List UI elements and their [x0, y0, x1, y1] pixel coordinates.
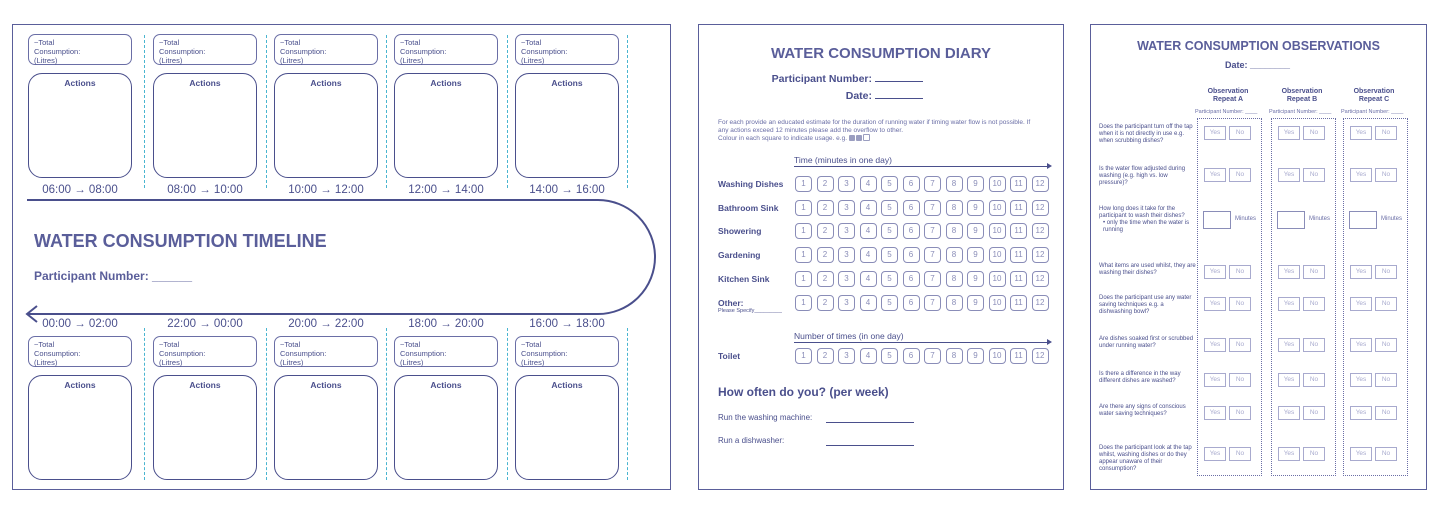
usage-square[interactable]: 11	[1010, 200, 1027, 216]
activity-name: Showering	[718, 226, 762, 236]
usage-square[interactable]: 2	[817, 295, 834, 311]
usage-square[interactable]: 11	[1010, 247, 1027, 263]
usage-square[interactable]: 4	[860, 295, 877, 311]
total-label-line: Consumption:	[159, 349, 206, 358]
actions-label: Actions	[430, 78, 462, 88]
actions-box[interactable]	[394, 375, 498, 480]
total-label-line: ~Total	[280, 38, 301, 47]
usage-square[interactable]: 9	[967, 295, 984, 311]
usage-square[interactable]: 7	[924, 176, 941, 192]
usage-square[interactable]: 12	[1032, 271, 1049, 287]
usage-square[interactable]: 1	[795, 176, 812, 192]
question-text: Does the participant turn off the tap when it is not directly in use e.g. when scrubbing dishes?	[1099, 124, 1193, 144]
activity-label	[718, 179, 783, 189]
actions-label: Actions	[551, 380, 583, 390]
usage-square[interactable]: 8	[946, 271, 963, 287]
washing-machine-answer[interactable]	[826, 422, 914, 423]
total-label-line: Consumption:	[34, 349, 81, 358]
usage-square[interactable]: 7	[924, 200, 941, 216]
yes-box[interactable]: Yes	[1350, 338, 1372, 352]
yes-box[interactable]: Yes	[1204, 447, 1226, 461]
usage-square[interactable]: 11	[1010, 295, 1027, 311]
usage-square[interactable]: 10	[989, 200, 1006, 216]
usage-square[interactable]: 7	[924, 223, 941, 239]
total-label-line: Consumption:	[280, 47, 327, 56]
question-text: Are dishes soaked first or scrubbed under running water?	[1099, 336, 1194, 349]
usage-square[interactable]: 12	[1032, 295, 1049, 311]
participant-number-small[interactable]: Participant Number: ____	[1269, 109, 1332, 115]
usage-square[interactable]: 8	[946, 223, 963, 239]
empty-square-icon	[863, 134, 870, 141]
total-label-line: Consumption:	[521, 349, 568, 358]
total-label-line: Consumption:	[521, 47, 568, 56]
repeat-header-line2: Repeat C	[1358, 96, 1390, 103]
total-label-line: (Litres)	[521, 358, 545, 367]
usage-square[interactable]: 7	[924, 295, 941, 311]
observation-question	[1099, 166, 1197, 187]
actions-box[interactable]	[153, 73, 257, 178]
yes-box[interactable]: Yes	[1204, 406, 1226, 420]
diary-participant-blank[interactable]	[875, 72, 923, 82]
total-label-line: Consumption:	[34, 47, 81, 56]
no-box[interactable]: No	[1303, 265, 1325, 279]
usage-square[interactable]: 9	[967, 176, 984, 192]
usage-square[interactable]: 5	[881, 295, 898, 311]
actions-box[interactable]	[515, 73, 619, 178]
slot-divider	[144, 328, 145, 480]
actions-box[interactable]	[515, 375, 619, 480]
yes-box[interactable]: Yes	[1278, 126, 1300, 140]
total-label-line: (Litres)	[400, 56, 424, 65]
usage-square[interactable]: 4	[860, 223, 877, 239]
usage-square[interactable]: 10	[989, 223, 1006, 239]
other-specify-note: Please Specify_________	[718, 308, 782, 314]
yes-box[interactable]: Yes	[1278, 265, 1300, 279]
total-label-line: ~Total	[159, 38, 180, 47]
usage-square[interactable]: 6	[903, 295, 920, 311]
time-slot-label: 18:00 → 20:00	[408, 318, 484, 330]
usage-square[interactable]: 2	[817, 176, 834, 192]
no-box[interactable]: No	[1229, 297, 1251, 311]
yes-box[interactable]: Yes	[1278, 373, 1300, 387]
usage-square[interactable]: 2	[817, 223, 834, 239]
no-box[interactable]: No	[1229, 338, 1251, 352]
diary-date	[846, 89, 923, 102]
total-label-line: ~Total	[159, 340, 180, 349]
actions-label: Actions	[189, 380, 221, 390]
slot-divider	[627, 328, 628, 480]
no-box[interactable]: No	[1303, 447, 1325, 461]
usage-square[interactable]: 9	[967, 223, 984, 239]
activity-label	[718, 250, 761, 260]
usage-square[interactable]: 10	[989, 176, 1006, 192]
usage-square[interactable]: 6	[903, 223, 920, 239]
actions-box[interactable]	[28, 73, 132, 178]
yes-box[interactable]: Yes	[1204, 168, 1226, 182]
timeline-participant-number: Participant Number: ______	[34, 269, 193, 283]
time-slot-label: 10:00 → 12:00	[288, 184, 364, 196]
yes-box[interactable]: Yes	[1350, 265, 1372, 279]
usage-square[interactable]: 1	[795, 271, 812, 287]
yes-box[interactable]: Yes	[1350, 406, 1372, 420]
activity-name: Other:	[718, 298, 744, 308]
time-slot-label: 14:00 → 16:00	[529, 184, 605, 196]
usage-square[interactable]: 3	[838, 348, 855, 364]
minutes-label: Minutes	[1235, 216, 1257, 222]
diary-sheet	[698, 24, 1064, 490]
total-consumption-box[interactable]	[274, 336, 378, 367]
total-label-line: (Litres)	[34, 56, 58, 65]
activity-label	[718, 203, 778, 213]
minutes-label: Minutes	[1309, 216, 1331, 222]
actions-box[interactable]	[28, 375, 132, 480]
usage-square[interactable]: 7	[924, 271, 941, 287]
no-box[interactable]: No	[1229, 265, 1251, 279]
slot-divider	[507, 328, 508, 480]
usage-square[interactable]: 9	[967, 247, 984, 263]
usage-square[interactable]: 6	[903, 247, 920, 263]
usage-square[interactable]: 11	[1010, 176, 1027, 192]
time-axis: Time (minutes in one day)	[794, 155, 1050, 167]
total-label-line: ~Total	[34, 340, 55, 349]
actions-label: Actions	[551, 78, 583, 88]
activity-label	[718, 226, 761, 236]
yes-box[interactable]: Yes	[1204, 297, 1226, 311]
no-box[interactable]: No	[1303, 373, 1325, 387]
usage-square[interactable]: 1	[795, 223, 812, 239]
slot-divider	[144, 35, 145, 188]
no-box[interactable]: No	[1375, 126, 1397, 140]
yes-box[interactable]: Yes	[1204, 373, 1226, 387]
yes-box[interactable]: Yes	[1350, 126, 1372, 140]
yes-box[interactable]: Yes	[1204, 265, 1226, 279]
total-consumption-box[interactable]	[153, 34, 257, 65]
time-slot-label: 12:00 → 14:00	[408, 184, 484, 196]
usage-square[interactable]: 8	[946, 200, 963, 216]
no-box[interactable]: No	[1229, 126, 1251, 140]
total-label-line: ~Total	[521, 38, 542, 47]
total-label-line: Consumption:	[159, 47, 206, 56]
actions-label: Actions	[430, 380, 462, 390]
usage-square[interactable]: 6	[903, 348, 920, 364]
usage-square[interactable]: 12	[1032, 200, 1049, 216]
filled-square-icon	[849, 135, 855, 141]
count-axis: Number of times (in one day)	[794, 331, 1050, 343]
usage-square[interactable]: 12	[1032, 223, 1049, 239]
no-box[interactable]: No	[1375, 265, 1397, 279]
no-box[interactable]: No	[1303, 338, 1325, 352]
actions-box[interactable]	[394, 73, 498, 178]
activity-label	[718, 298, 782, 314]
time-slot-label: 06:00 → 08:00	[42, 184, 118, 196]
total-label-line: Consumption:	[280, 349, 327, 358]
yes-box[interactable]: Yes	[1350, 447, 1372, 461]
repeat-header-line2: Repeat A	[1212, 96, 1244, 103]
usage-square[interactable]: 1	[795, 348, 812, 364]
observation-question	[1099, 206, 1197, 234]
repeat-header	[1267, 88, 1337, 104]
activity-name: Gardening	[718, 250, 761, 260]
usage-square[interactable]: 5	[881, 223, 898, 239]
no-box[interactable]: No	[1375, 447, 1397, 461]
usage-square[interactable]: 2	[817, 271, 834, 287]
usage-square[interactable]: 2	[817, 200, 834, 216]
total-consumption-box[interactable]	[515, 34, 619, 65]
usage-square[interactable]: 4	[860, 200, 877, 216]
no-box[interactable]: No	[1303, 297, 1325, 311]
time-slot-label: 20:00 → 22:00	[288, 318, 364, 330]
usage-square[interactable]: 3	[838, 247, 855, 263]
repeat-header-line1: Observation	[1207, 88, 1249, 95]
usage-square[interactable]: 5	[881, 348, 898, 364]
repeat-header-line1: Observation	[1281, 88, 1323, 95]
usage-square[interactable]: 9	[967, 348, 984, 364]
slot-divider	[507, 35, 508, 188]
total-label-line: (Litres)	[400, 358, 424, 367]
usage-square[interactable]: 8	[946, 247, 963, 263]
total-label-line: (Litres)	[159, 358, 183, 367]
dishwasher-answer[interactable]	[826, 445, 914, 446]
activity-name: Kitchen Sink	[718, 274, 770, 284]
actions-label: Actions	[189, 78, 221, 88]
slot-divider	[266, 35, 267, 188]
question-text: What items are used whilst, they are washing their dishes?	[1099, 263, 1196, 276]
total-consumption-box[interactable]	[515, 336, 619, 367]
no-box[interactable]: No	[1303, 406, 1325, 420]
yes-box[interactable]: Yes	[1350, 297, 1372, 311]
diary-date-label: Date:	[845, 90, 872, 102]
usage-square[interactable]: 7	[924, 348, 941, 364]
no-box[interactable]: No	[1303, 126, 1325, 140]
total-label-line: (Litres)	[280, 358, 304, 367]
usage-square[interactable]: 9	[967, 200, 984, 216]
total-label-line: ~Total	[400, 38, 421, 47]
dishwasher-question: Run a dishwasher:	[718, 436, 785, 445]
time-slot-label: 22:00 → 00:00	[167, 318, 243, 330]
repeat-header	[1193, 88, 1263, 104]
usage-square[interactable]: 12	[1032, 176, 1049, 192]
time-slot-label: 00:00 → 02:00	[42, 318, 118, 330]
actions-label: Actions	[310, 380, 342, 390]
total-label-line: Consumption:	[400, 47, 447, 56]
repeat-header-line2: Repeat B	[1286, 96, 1318, 103]
weekly-heading: How often do you? (per week)	[718, 385, 889, 399]
activity-name: Bathroom Sink	[718, 203, 779, 213]
usage-square[interactable]: 11	[1010, 348, 1027, 364]
usage-square[interactable]: 4	[860, 176, 877, 192]
usage-square[interactable]: 3	[838, 200, 855, 216]
time-slot-label: 08:00 → 10:00	[167, 184, 243, 196]
usage-square[interactable]: 3	[838, 223, 855, 239]
total-consumption-box[interactable]	[394, 336, 498, 367]
usage-square[interactable]: 2	[817, 348, 834, 364]
question-text: Does the participant look at the tap whilst, washing dishes or do they appear unaware of their consumption?	[1099, 445, 1192, 472]
actions-label: Actions	[64, 78, 96, 88]
usage-square[interactable]: 2	[817, 247, 834, 263]
observations-sheet	[1090, 24, 1427, 490]
usage-square[interactable]: 3	[838, 295, 855, 311]
usage-square[interactable]: 12	[1032, 247, 1049, 263]
no-box[interactable]: No	[1229, 373, 1251, 387]
usage-square[interactable]: 6	[903, 200, 920, 216]
activity-label	[718, 274, 769, 284]
no-box[interactable]: No	[1229, 447, 1251, 461]
observation-question	[1099, 371, 1197, 385]
diary-instructions	[718, 119, 1048, 143]
observation-question	[1099, 336, 1197, 350]
usage-square[interactable]: 8	[946, 295, 963, 311]
usage-square[interactable]: 10	[989, 295, 1006, 311]
usage-square[interactable]: 3	[838, 271, 855, 287]
usage-square[interactable]: 4	[860, 271, 877, 287]
total-label-line: ~Total	[280, 340, 301, 349]
timeline-sheet	[12, 24, 671, 490]
usage-square[interactable]: 10	[989, 271, 1006, 287]
question-text: Is there a difference in the way different dishes are washed?	[1099, 371, 1181, 384]
question-text: How long does it take for the participant to wash their dishes?	[1099, 206, 1185, 219]
toilet-label: Toilet	[718, 351, 741, 361]
usage-square[interactable]: 5	[881, 271, 898, 287]
usage-square[interactable]: 6	[903, 176, 920, 192]
minutes-label: Minutes	[1381, 216, 1403, 222]
observation-question	[1099, 404, 1197, 418]
timeline-title: WATER CONSUMPTION TIMELINE	[34, 231, 327, 251]
minutes-input[interactable]	[1277, 211, 1305, 229]
actions-label: Actions	[64, 380, 96, 390]
usage-square[interactable]: 5	[881, 200, 898, 216]
usage-square[interactable]: 8	[946, 348, 963, 364]
total-label-line: ~Total	[400, 340, 421, 349]
usage-square[interactable]: 10	[989, 348, 1006, 364]
usage-square[interactable]: 12	[1032, 348, 1049, 364]
observation-question	[1099, 124, 1197, 145]
question-note: • only the time when the water is running	[1103, 220, 1190, 233]
yes-box[interactable]: Yes	[1204, 338, 1226, 352]
total-consumption-box[interactable]	[28, 336, 132, 367]
total-label-line: (Litres)	[159, 56, 183, 65]
no-box[interactable]: No	[1229, 168, 1251, 182]
total-consumption-box[interactable]	[28, 34, 132, 65]
total-label-line: ~Total	[521, 340, 542, 349]
diary-title: WATER CONSUMPTION DIARY	[771, 45, 991, 62]
usage-square[interactable]: 10	[989, 247, 1006, 263]
participant-number-small[interactable]: Participant Number: ____	[1341, 109, 1404, 115]
instruction-text: Colour in each square to indicate usage. e.g.	[718, 135, 848, 142]
total-label-line: (Litres)	[34, 358, 58, 367]
yes-box[interactable]: Yes	[1278, 168, 1300, 182]
yes-box[interactable]: Yes	[1278, 338, 1300, 352]
total-label-line: (Litres)	[521, 56, 545, 65]
observations-title: WATER CONSUMPTION OBSERVATIONS	[1137, 39, 1380, 53]
actions-label: Actions	[310, 78, 342, 88]
total-consumption-box[interactable]	[274, 34, 378, 65]
instruction-line	[718, 134, 1048, 143]
total-label-line: Consumption:	[400, 349, 447, 358]
diary-participant-label: Participant Number:	[771, 73, 872, 85]
no-box[interactable]: No	[1375, 168, 1397, 182]
total-consumption-box[interactable]	[394, 34, 498, 65]
no-box[interactable]: No	[1375, 338, 1397, 352]
usage-square[interactable]: 9	[967, 271, 984, 287]
minutes-input[interactable]	[1349, 211, 1377, 229]
actions-box[interactable]	[274, 375, 378, 480]
no-box[interactable]: No	[1229, 406, 1251, 420]
washing-machine-question: Run the washing machine:	[718, 413, 813, 422]
usage-square[interactable]: 5	[881, 176, 898, 192]
diary-date-blank[interactable]	[875, 89, 923, 99]
usage-square[interactable]: 1	[795, 200, 812, 216]
slot-divider	[386, 35, 387, 188]
usage-square[interactable]: 7	[924, 247, 941, 263]
observations-date: Date: ________	[1225, 60, 1291, 70]
yes-box[interactable]: Yes	[1278, 297, 1300, 311]
no-box[interactable]: No	[1375, 406, 1397, 420]
instruction-line: For each provide an educated estimate for the duration of running water if timing water flow is not possible. If	[718, 119, 1031, 126]
usage-square[interactable]: 1	[795, 295, 812, 311]
usage-square[interactable]: 8	[946, 176, 963, 192]
usage-square[interactable]: 1	[795, 247, 812, 263]
no-box[interactable]: No	[1375, 297, 1397, 311]
no-box[interactable]: No	[1375, 373, 1397, 387]
observation-question	[1099, 445, 1197, 473]
question-text: Does the participant use any water saving techniques e.g. a dishwashing bowl?	[1099, 295, 1192, 315]
usage-square[interactable]: 11	[1010, 223, 1027, 239]
question-text: Are there any signs of conscious water saving techniques?	[1099, 404, 1186, 417]
minutes-input[interactable]	[1203, 211, 1231, 229]
instruction-line: any actions exceed 12 minutes please add the overflow to other.	[718, 126, 904, 134]
actions-box[interactable]	[274, 73, 378, 178]
usage-square[interactable]: 11	[1010, 271, 1027, 287]
usage-square[interactable]: 4	[860, 247, 877, 263]
usage-square[interactable]: 6	[903, 271, 920, 287]
no-box[interactable]: No	[1303, 168, 1325, 182]
activity-name: Washing Dishes	[718, 179, 784, 189]
filled-square-icon	[856, 135, 862, 141]
usage-square[interactable]: 3	[838, 176, 855, 192]
yes-box[interactable]: Yes	[1278, 447, 1300, 461]
yes-box[interactable]: Yes	[1350, 168, 1372, 182]
total-consumption-box[interactable]	[153, 336, 257, 367]
time-slot-label: 16:00 → 18:00	[529, 318, 605, 330]
total-label-line: (Litres)	[280, 56, 304, 65]
total-label-line: ~Total	[34, 38, 55, 47]
repeat-header	[1339, 88, 1409, 104]
observation-question	[1099, 263, 1197, 277]
question-text: Is the water flow adjusted during washing (e.g. high vs. low pressure)?	[1099, 166, 1186, 186]
slot-divider	[386, 328, 387, 480]
slot-divider	[266, 328, 267, 480]
participant-number-small[interactable]: Participant Number: ____	[1195, 109, 1258, 115]
repeat-header-line1: Observation	[1353, 88, 1395, 95]
usage-square[interactable]: 5	[881, 247, 898, 263]
yes-box[interactable]: Yes	[1350, 373, 1372, 387]
actions-box[interactable]	[153, 375, 257, 480]
yes-box[interactable]: Yes	[1204, 126, 1226, 140]
usage-square[interactable]: 4	[860, 348, 877, 364]
slot-divider	[627, 35, 628, 188]
diary-participant-number	[772, 72, 923, 85]
observation-question	[1099, 295, 1197, 316]
yes-box[interactable]: Yes	[1278, 406, 1300, 420]
